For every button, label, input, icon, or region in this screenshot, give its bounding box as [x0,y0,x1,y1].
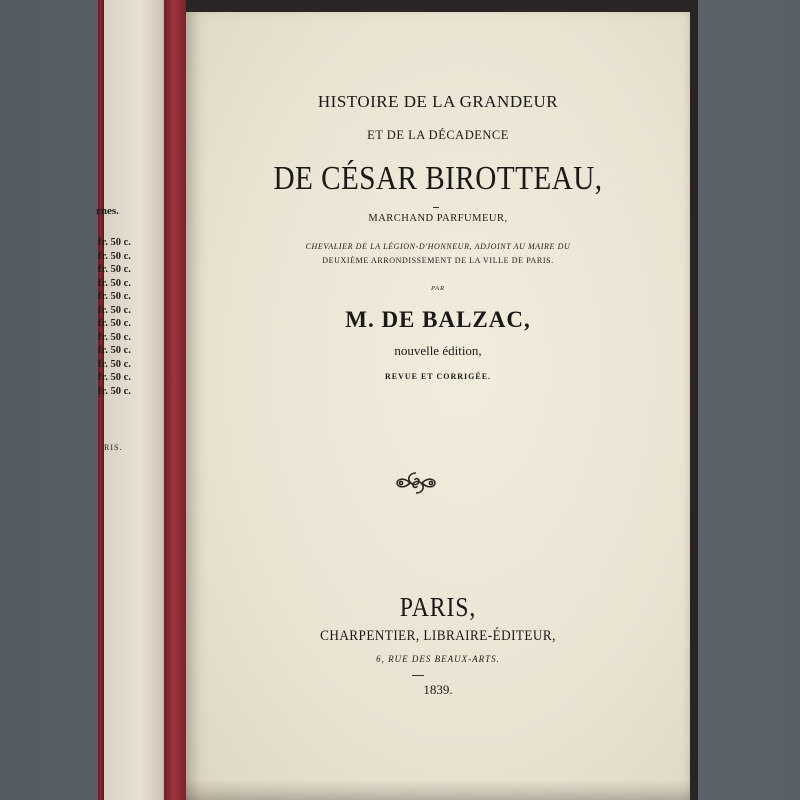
price-line: fr. 50 c. [98,304,131,316]
divider-rule-small [412,675,424,676]
price-line: fr. 50 c. [98,345,131,356]
author-name: M. DE BALZAC, [345,307,531,332]
price-line: fr. 50 c. [98,250,131,262]
description-line-1: CHEVALIER DE LA LÉGION-D'HONNEUR, ADJOINT AU MAIRE DU [305,242,571,251]
title-line-2: ET DE LA DÉCADENCE [367,128,509,142]
divider-rule [433,207,439,208]
publisher: CHARPENTIER, LIBRAIRE-ÉDITEUR, [320,628,556,644]
price-line: fr. 50 c. [98,385,131,397]
price-line: fr. 50 c. [98,277,131,289]
price-line: fr. 50 c. [98,291,131,302]
by-label: PAR [430,285,446,292]
book-gutter [164,0,186,800]
left-page-header: rnes. [96,205,119,217]
city: PARIS, [399,592,477,622]
price-line: fr. 50 c. [98,237,131,248]
price-line: fr. 50 c. [98,331,131,343]
publisher-address: 6, RUE DES BEAUX-ARTS. [376,654,500,664]
description-line-2: DEUXIÈME ARRONDISSEMENT DE LA VILLE DE PARIS. [322,256,554,265]
ornament-icon [393,469,439,497]
edition-label: nouvelle édition, [394,343,482,358]
publication-year: 1839. [423,682,453,697]
price-line: fr. 50 c. [98,372,131,383]
price-line: fr. 50 c. [98,264,131,275]
title-line-1: HISTOIRE DE LA GRANDEUR [317,92,559,111]
price-line: fr. 50 c. [98,318,131,329]
main-title: DE CÉSAR BIROTTEAU, [273,160,603,197]
page-shadow [186,780,690,800]
left-page-footer: RIS. [104,443,123,452]
price-line: fr. 50 c. [98,358,131,370]
left-page [104,0,168,800]
subtitle: MARCHAND PARFUMEUR, [368,213,508,224]
revised-label: REVUE ET CORRIGÉE. [384,372,492,381]
